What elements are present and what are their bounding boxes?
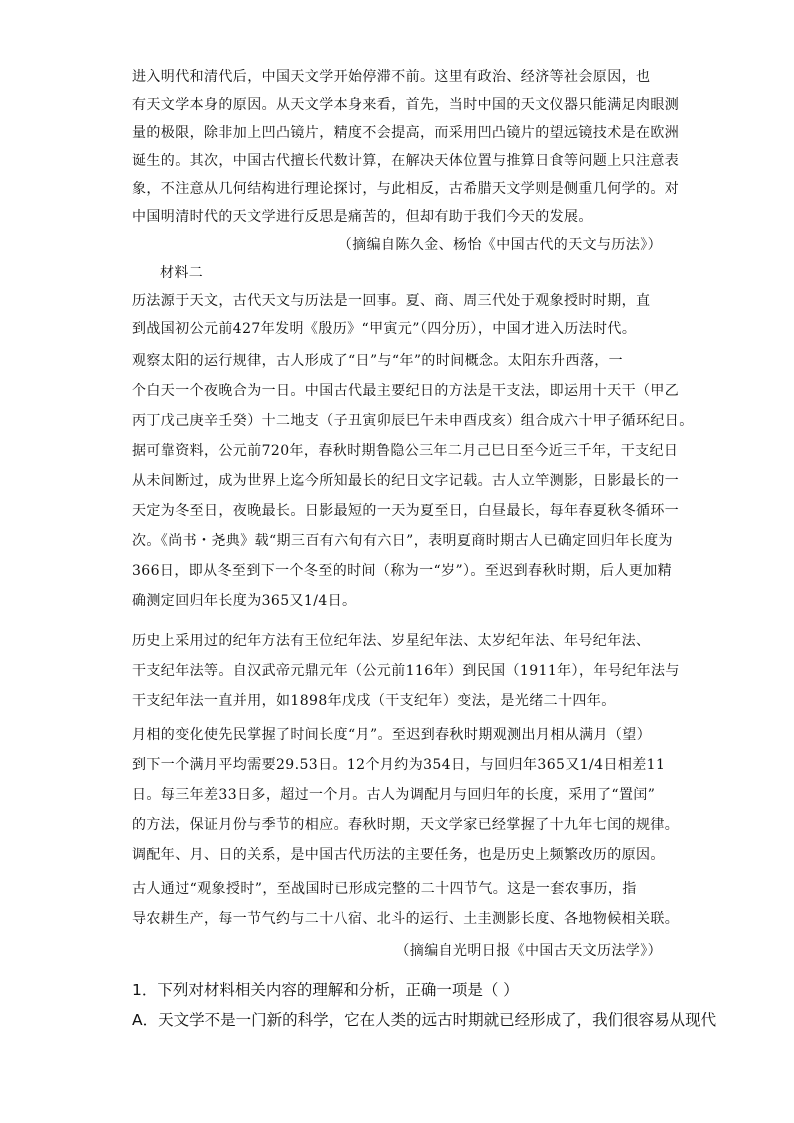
text-line: 中国明清时代的天文学进行反思是痛苦的，但却有助于我们今天的发展。 [132,209,593,225]
text-line: 诞生的。其次，中国古代擅长代数计算，在解决天体位置与推算日食等问题上只注意表 [132,153,680,169]
text-line: 到下一个满月平均需要29.53日。12个月约为354日，与回归年365又1/4日相差11 [132,757,666,773]
text-line: 月相的变化使先民掌握了时间长度“月”。至迟到春秋时期观测出月相从满月（望） [132,727,652,743]
text-line: 丙丁戊己庚辛壬癸）十二地支（子丑寅卯辰巳午未申酉戌亥）组合成六十甲子循环纪日。 [132,413,694,429]
text-line: 干支纪年法等。自汉武帝元鼎元年（公元前116年）到民国（1911年），年号纪年法与 [132,663,680,679]
text-line: 确测定回归年长度为365又1/4日。 [132,593,357,609]
answer-option-a: A．天文学不是一门新的科学，它在人类的远古时期就已经形成了，我们很容易从现代 [132,1011,717,1029]
text-line: 次。《尚书・尧典》载“期三百有六旬有六日”，表明夏商时期古人已确定回归年长度为 [132,533,673,549]
text-line: 导农耕生产，每一节气约与二十八宿、北斗的运行、土圭测影长度、各地物候相关联。 [132,911,680,927]
text-line: 历史上采用过的纪年方法有王位纪年法、岁星纪年法、太岁纪年法、年号纪年法、 [132,633,651,649]
text-line: 日。每三年差33日多，超过一个月。古人为调配月与回归年的长度，采用了“置闰” [132,787,656,803]
text-line: 古人通过“观象授时”，至战国时已形成完整的二十四节气。这是一套农事历，指 [132,881,637,897]
text-line: 观察太阳的运行规律，古人形成了“日”与“年”的时间概念。太阳东升西落，一 [132,353,624,369]
text-line: 干支纪年法一直并用，如1898年戊戌（干支纪年）变法，是光绪二十四年。 [132,693,616,709]
question-stem: 1．下列对材料相关内容的理解和分析，正确一项是（ ） [132,981,519,999]
text-line: 调配年、月、日的关系，是中国古代历法的主要任务，也是历史上频繁改历的原因。 [132,847,665,863]
text-line: 有天文学本身的原因。从天文学本身来看，首先，当时中国的天文仪器只能满足肉眼测 [132,97,680,113]
source-citation: （摘编自陈久金、杨怡《中国古代的天文与历法》） [337,237,662,253]
text-line: 个白天一个夜晚合为一日。中国古代最主要纪日的方法是干支法，即运用十天干（甲乙 [132,383,680,399]
section-heading: 材料二 [160,265,204,281]
text-line: 366日，即从冬至到下一个冬至的时间（称为一“岁”）。至迟到春秋时期，后人更加精 [132,563,673,579]
text-line: 的方法，保证月份与季节的相应。春秋时期，天文学家已经掌握了十九年七闰的规律。 [132,817,680,833]
text-line: 到战国初公元前427年发明《殷历》“甲寅元”（四分历），中国才进入历法时代。 [132,321,637,337]
text-line: 量的极限，除非加上凹凸镜片，精度不会提高，而采用凹凸镜片的望远镜技术是在欧洲 [132,125,680,141]
text-line: 进入明代和清代后，中国天文学开始停滞不前。这里有政治、经济等社会原因，也 [132,69,651,85]
text-line: 历法源于天文，古代天文与历法是一回事。夏、商、周三代处于观象授时时期，直 [132,293,651,309]
source-citation: （摘编自光明日报《中国古天文历法学》） [395,943,662,959]
text-line: 据可靠资料，公元前720年，春秋时期鲁隐公三年二月己巳日至今近三千年，干支纪日 [132,443,679,459]
text-line: 天定为冬至日，夜晚最长。日影最短的一天为夏至日，白昼最长，每年春夏秋冬循环一 [132,503,680,519]
text-line: 象，不注意从几何结构进行理论探讨，与此相反，古希腊天文学则是侧重几何学的。对 [132,181,680,197]
text-line: 从未间断过，成为世界上迄今所知最长的纪日文字记载。古人立竿测影，日影最长的一 [132,473,680,489]
